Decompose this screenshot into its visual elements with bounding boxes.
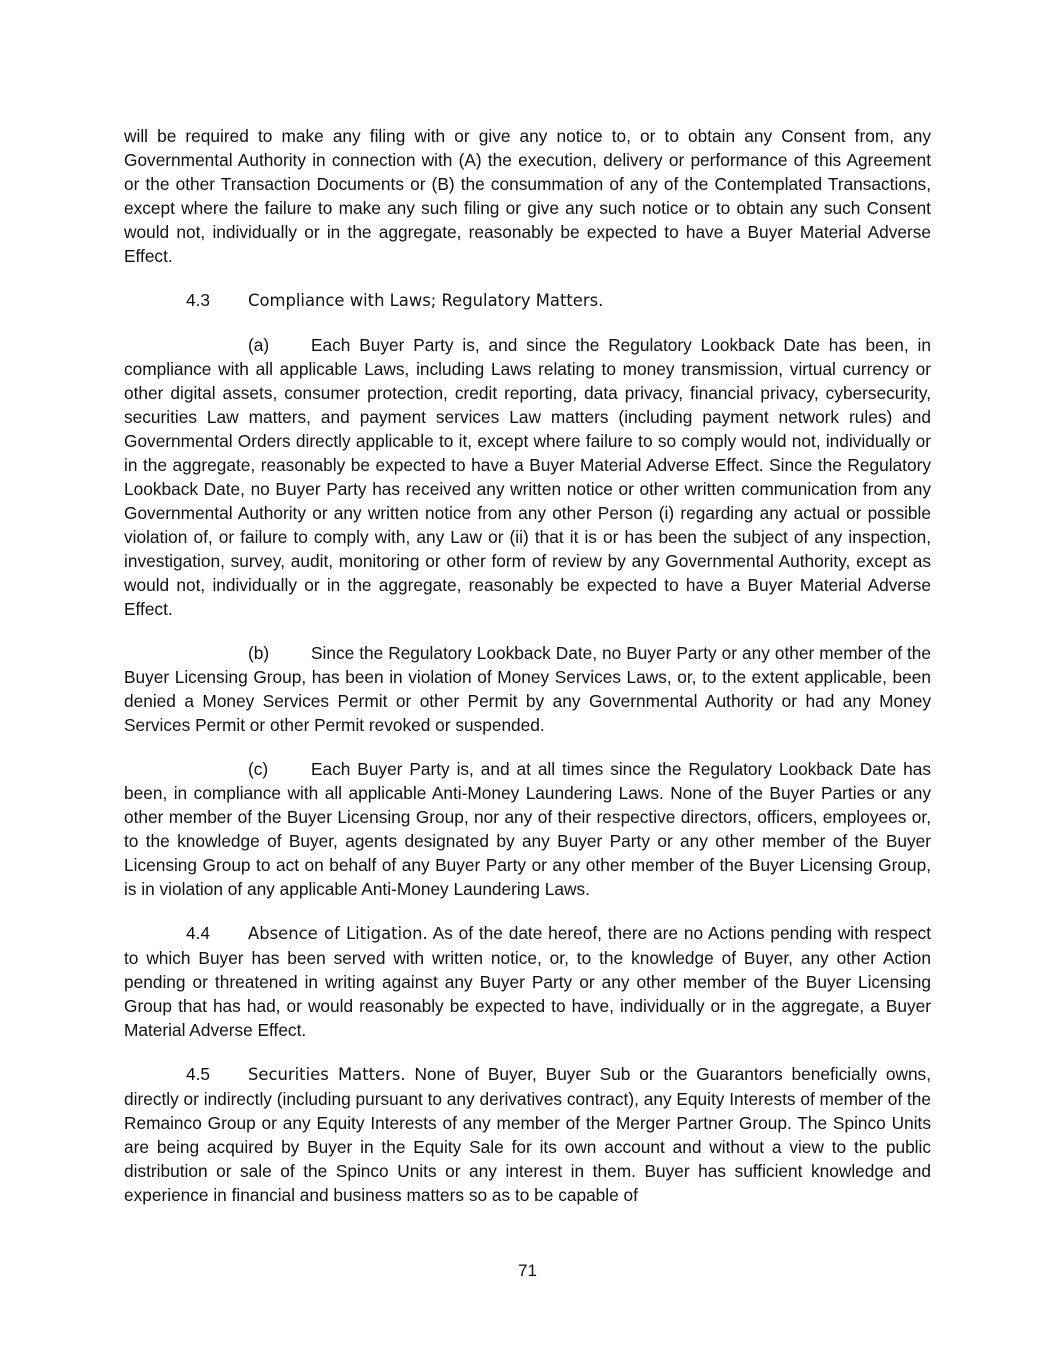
section-4-4 — [124, 921, 931, 1042]
subsection-a — [124, 333, 931, 621]
subsection-label: (a) — [248, 335, 270, 355]
page-number: 71 — [518, 1261, 537, 1280]
document-page — [124, 124, 931, 1227]
subsection-label: (c) — [248, 759, 269, 779]
section-number: 4.4 — [186, 923, 211, 943]
subsection-c — [124, 757, 931, 901]
subsection-text: Each Buyer Party is, and since the Regulatory Lookback Date has been, in compliance with all applicable Laws, including Laws relating to money transmission, virtual currency or other digital assets, consumer protection, credit reporting, data privacy, financial privacy, cybersecurity, securities Law matters, and payment services Law matters (including payment network rules) and Governmental Orders directly applicable to it, except where failure to so comply would not, individually or in the aggregate, reasonably be expected to have a Buyer Material Adverse Effect. Since the Regulatory Lookback Date, no Buyer Party has received any written notice or other written communication from any Governmental Authority or any written notice from any other Person (i) regarding any actual or possible violation of, or failure to comply with, any Law or (ii) that it is or has been the subject of any inspection, investigation, survey, audit, monitoring or other form of review by any Governmental Authority, except as would not, individually or in the aggregate, reasonably be expected to have a Buyer Material Adverse Effect. — [124, 335, 931, 619]
subsection-text: Each Buyer Party is, and at all times since the Regulatory Lookback Date has been, in compliance with all applicable Anti-Money Laundering Laws. None of the Buyer Parties or any other member of the Buyer Licensing Group, nor any of their respective directors, officers, employees or, to the knowledge of Buyer, agents designated by any Buyer Party or any other member of the Buyer Licensing Group to act on behalf of any Buyer Party or any other member of the Buyer Licensing Group, is in violation of any applicable Anti-Money Laundering Laws. — [124, 759, 931, 899]
subsection-text: Since the Regulatory Lookback Date, no Buyer Party or any other member of the Buyer Licensing Group, has been in violation of Money Services Laws, or, to the extent applicable, been denied a Money Services Permit or other Permit by any Governmental Authority or had any Money Services Permit or other Permit revoked or suspended. — [124, 643, 931, 735]
section-4-5 — [124, 1062, 931, 1207]
section-title: Securities Matters. — [248, 1065, 406, 1084]
section-text: None of Buyer, Buyer Sub or the Guarantors beneficially owns, directly or indirectly (including pursuant to any derivatives contract), any Equity Interests of member of the Remainco Group or any Equity Interests of any member of the Merger Partner Group. The Spinco Units are being acquired by Buyer in the Equity Sale for its own account and without a view to the public distribution or sale of the Spinco Units or any interest in them. Buyer has sufficient knowledge and experience in financial and business matters so as to be capable of — [124, 1064, 931, 1205]
section-4-3-heading — [124, 288, 931, 313]
paragraph-text: will be required to make any filing with or give any notice to, or to obtain any Consent from, any Governmental Authority in connection with (A) the execution, delivery or performance of this Agreement or the other Transaction Documents or (B) the consummation of any of the Contemplated Transactions, except where the failure to make any such filing or give any such notice or to obtain any such Consent would not, individually or in the aggregate, reasonably be expected to have a Buyer Material Adverse Effect. — [124, 126, 931, 266]
section-number: 4.3 — [186, 290, 211, 310]
continuation-paragraph — [124, 124, 931, 268]
section-title: Compliance with Laws; Regulatory Matters. — [248, 291, 604, 310]
section-title: Absence of Litigation. — [248, 924, 428, 943]
subsection-label: (b) — [248, 643, 270, 663]
section-text: As of the date hereof, there are no Actions pending with respect to which Buyer has been served with written notice, or, to the knowledge of Buyer, any other Action pending or threatened in writing against any Buyer Party or any other member of the Buyer Licensing Group that has had, or would reasonably be expected to have, individually or in the aggregate, a Buyer Material Adverse Effect. — [124, 923, 931, 1040]
subsection-b — [124, 641, 931, 737]
section-number: 4.5 — [186, 1064, 211, 1084]
